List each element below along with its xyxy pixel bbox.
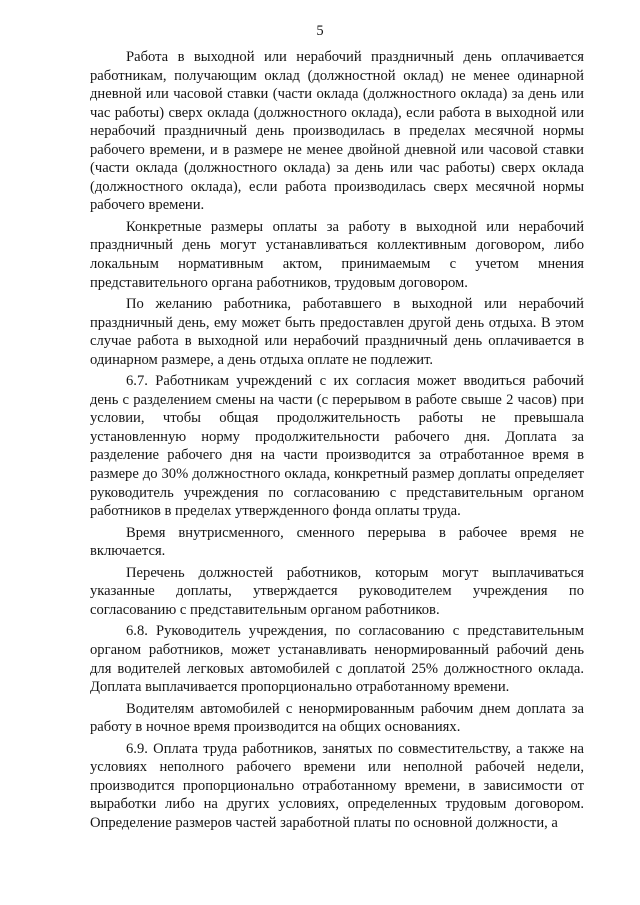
page-number: 5 bbox=[316, 23, 324, 39]
paragraph-specific-pay-amounts: Конкретные размеры оплаты за работу в выходной или нерабочий праздничный день могут устанавливаться коллективным договором, либо локальным нормативным актом, принимаемым с учетом мнения представительного органа работников, трудовым договором. bbox=[90, 218, 584, 291]
paragraph-day-off-option: По желанию работника, работавшего в выходной или нерабочий праздничный день, ему может быть предоставлен другой день отдыха. В этом случае работа в выходной или нерабочий праздничный день оплачивается в одинарном размере, а день отдыха оплате не подлежит. bbox=[90, 296, 584, 368]
paragraph-positions-list: Перечень должностей работников, которым могут выплачиваться указанные доплаты, утверждается руководителем учреждения по согласованию с представительным органом работников. bbox=[90, 564, 584, 618]
paragraph-night-work: Водителям автомобилей с ненормированным рабочим днем доплата за работу в ночное время производится на общих основаниях. bbox=[90, 700, 584, 736]
document-body bbox=[90, 48, 584, 832]
paragraph-6-9-part-time: 6.9. Оплата труда работников, занятых по совместительству, а также на условиях неполного рабочего времени или неполной рабочей недели, производится пропорционально отработанному времени, в зависимости от выработки либо на других условиях, определенных трудовым договором. Определение размеров частей заработной платы по основной должности, а bbox=[90, 740, 584, 831]
paragraph-6-7-split-shift: 6.7. Работникам учреждений с их согласия может вводиться рабочий день с разделением смены на части (с перерывом в работе свыше 2 часов) при условии, чтобы общая продолжительность работы не превышала установленную норму продолжительности рабочего дня. Доплата за разделение рабочего дня на части производится за отработанное время в размере до 30% должностного оклада, конкретный размер доплаты определяет руководитель учреждения по согласованию с представительным органом работников в пределах утвержденного фонда оплаты труда. bbox=[90, 373, 584, 520]
paragraph-weekend-pay: Работа в выходной или нерабочий праздничный день оплачивается работникам, получающим оклад (должностной оклад) не менее одинарной дневной или часовой ставки (части оклада (должностного оклада) за день или час работы) сверх оклада (должностного оклада), если работа в выходной или нерабочий праздничный день производилась в пределах месячной нормы рабочего времени, и в размере не менее двойной дневной или часовой ставки (части оклада (должностного оклада) за день или час работы) сверх оклада (должностного оклада), если работа производилась сверх месячной нормы рабочего времени. bbox=[90, 49, 584, 214]
paragraph-break-time: Время внутрисменного, сменного перерыва в рабочее время не включается. bbox=[90, 524, 584, 560]
paragraph-6-8-irregular-hours: 6.8. Руководитель учреждения, по согласованию с представительным органом работников, может устанавливать ненормированный рабочий день для водителей легковых автомобилей с доплатой 25% должностного оклада. Доплата выплачивается пропорционально отработанному времени. bbox=[90, 623, 584, 696]
